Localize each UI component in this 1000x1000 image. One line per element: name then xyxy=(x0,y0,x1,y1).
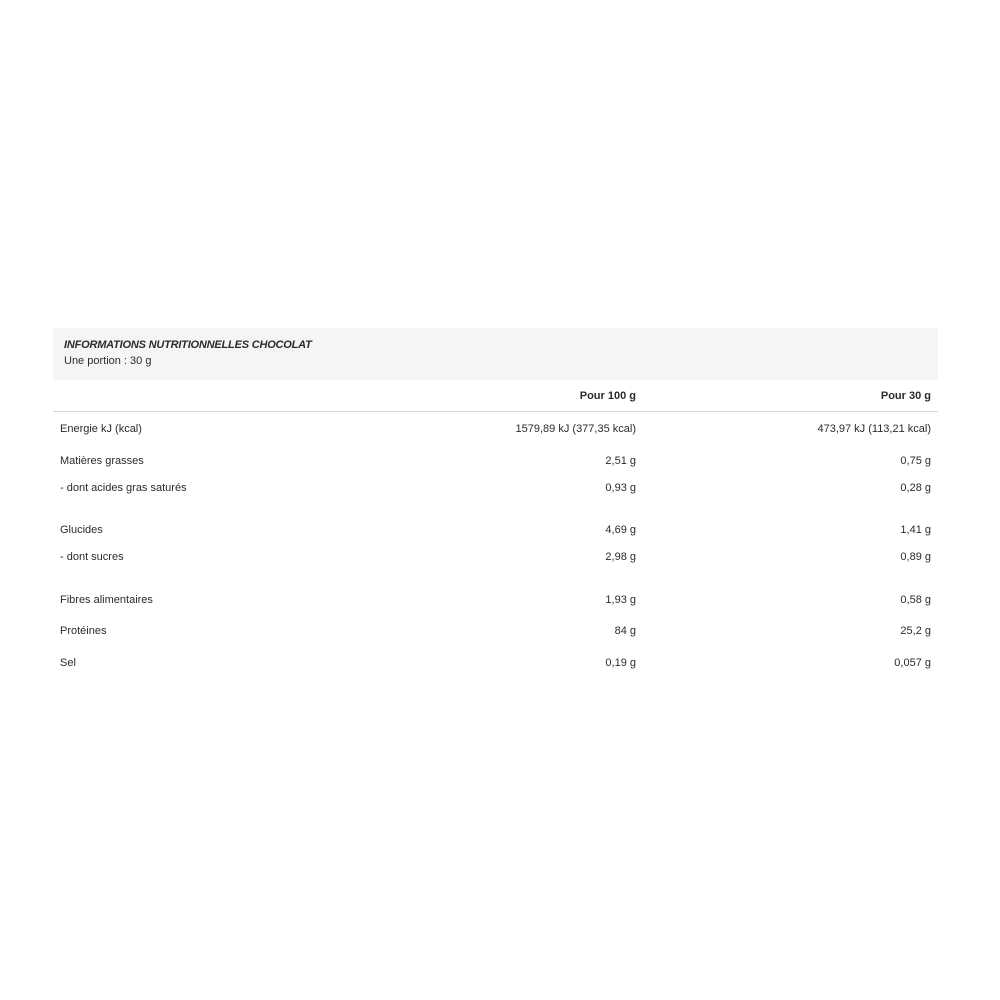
row-label: Matières grasses xyxy=(60,455,144,467)
table-row-energie xyxy=(53,423,938,439)
row-label: Glucides xyxy=(60,524,103,536)
row-value-per-30g: 473,97 kJ (113,21 kcal) xyxy=(817,423,931,435)
row-value-per-100g: 1,93 g xyxy=(605,594,636,606)
row-value-per-30g: 0,75 g xyxy=(900,455,931,467)
row-value-per-100g: 1579,89 kJ (377,35 kcal) xyxy=(515,423,636,435)
row-value-per-100g: 2,98 g xyxy=(605,551,636,563)
row-value-per-100g: 0,93 g xyxy=(605,482,636,494)
row-label: Energie kJ (kcal) xyxy=(60,423,142,435)
table-row-proteines xyxy=(53,625,938,641)
row-value-per-30g: 0,057 g xyxy=(894,657,931,669)
column-header-per-100g: Pour 100 g xyxy=(579,390,636,402)
row-value-per-30g: 0,58 g xyxy=(900,594,931,606)
table-row-sel xyxy=(53,657,938,673)
header-divider xyxy=(53,411,938,412)
row-value-per-100g: 4,69 g xyxy=(605,524,636,536)
table-row-matieres-grasses xyxy=(53,455,938,471)
table-row-fibres xyxy=(53,594,938,610)
table-row-glucides xyxy=(53,524,938,540)
table-title: INFORMATIONS NUTRITIONNELLES CHOCOLAT xyxy=(64,339,312,351)
row-label: - dont sucres xyxy=(60,551,124,563)
row-value-per-100g: 84 g xyxy=(614,625,636,637)
nutrition-table xyxy=(53,328,938,669)
row-label: - dont acides gras saturés xyxy=(60,482,187,494)
row-value-per-30g: 25,2 g xyxy=(900,625,931,637)
row-label: Fibres alimentaires xyxy=(60,594,153,606)
row-value-per-30g: 0,28 g xyxy=(900,482,931,494)
column-header-per-30g: Pour 30 g xyxy=(880,390,931,402)
serving-size: Une portion : 30 g xyxy=(64,355,152,367)
table-row-sucres xyxy=(53,551,938,567)
row-value-per-30g: 0,89 g xyxy=(900,551,931,563)
row-value-per-30g: 1,41 g xyxy=(900,524,931,536)
row-value-per-100g: 0,19 g xyxy=(605,657,636,669)
row-label: Sel xyxy=(60,657,76,669)
row-value-per-100g: 2,51 g xyxy=(605,455,636,467)
table-row-acides-gras-satures xyxy=(53,482,938,498)
row-label: Protéines xyxy=(60,625,107,637)
table-header xyxy=(53,328,938,380)
